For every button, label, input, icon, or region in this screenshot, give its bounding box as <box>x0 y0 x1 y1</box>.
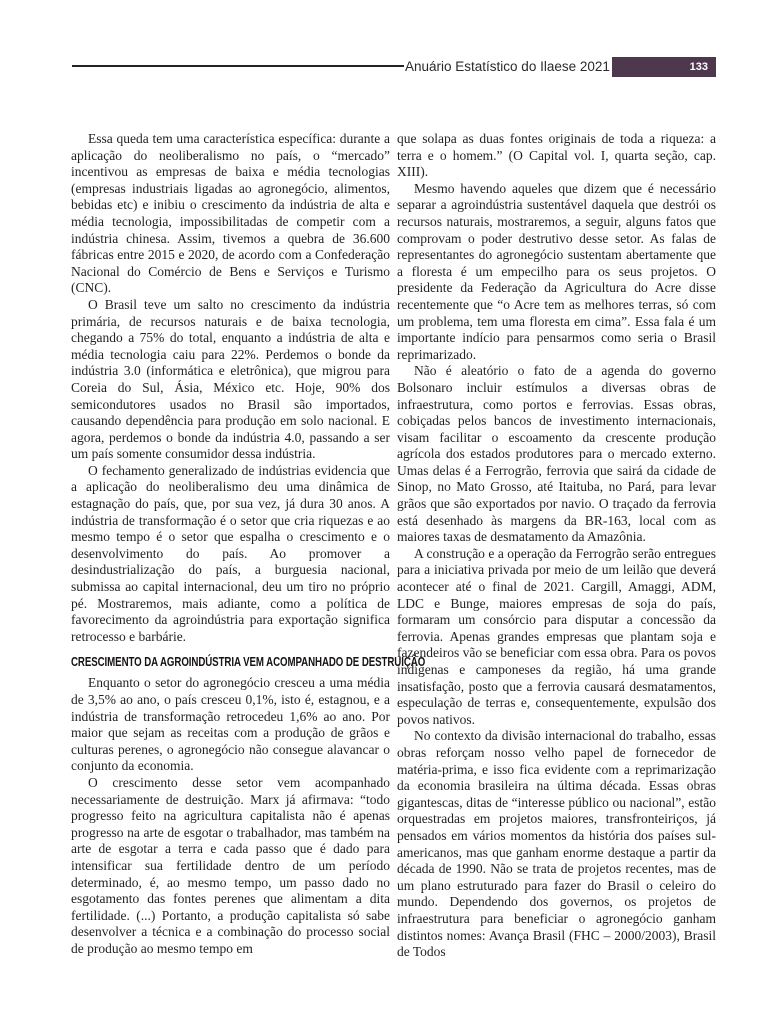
paragraph: O fechamento generalizado de indústrias evidencia que a aplicação do neoliberalismo deu uma dinâmica de estagnação do país, que, por sua vez, já dura 30 anos. A indústria de transformação é o setor que cria riquezas e ao mesmo tempo é o setor que espalha o crescimento e o desenvolvimento do país. Ao promover a desindustrialização do país, a burguesia nacional, submissa ao capital internacional, deu um tiro no próprio pé. Mostraremos, mais adiante, como a política de favorecimento da agroindústria para exportação significa retrocesso e barbárie. <box>71 462 390 644</box>
section-heading: CRESCIMENTO DA AGROINDÚSTRIA VEM ACOMPANHADO DE DESTRUIÇÃO <box>71 655 426 670</box>
paragraph: O crescimento desse setor vem acompanhado necessariamente de destruição. Marx já afirmava: “todo progresso feito na agricultura capitalista não é apenas progresso na arte de esgotar o trabalhador, mas também na arte de esgotar a terra e cada passo que é dado para intensificar sua fertilidade dentro de um período determinado, é, ao mesmo tempo, um passo dado no esgotamento das fontes perenes que alimentam a dita fertilidade. (...) Portanto, a produção capitalista só sabe desenvolver a técnica e a combinação do processo social de produção ao mesmo tempo em <box>71 774 390 956</box>
paragraph: A construção e a operação da Ferrogrão serão entregues para a iniciativa privada por meio de um leilão que deverá acontecer até o final de 2021. Cargill, Amaggi, ADM, LDC e Bunge, maiores empresas de soja do país, formaram um consórcio para disputar a concessão da ferrovia. Apenas grandes empresas que plantam soja e fazendeiros vão se beneficiar com essa obra. Para os povos indígenas e camponeses da região, há uma grande insatisfação, posto que a ferrovia causará desmatamentos, especulação de terras e, consequentemente, expulsão dos povos nativos. <box>397 545 716 727</box>
paragraph: Não é aleatório o fato de a agenda do governo Bolsonaro incluir estímulos a diversas obras de infraestrutura, como portos e ferrovias. Essas obras, cobiçadas pelos bancos de investimento internacionais, visam facilitar o escoamento da crescente produção agrícola dos estados produtores para o mercado externo. Umas delas é a Ferrogrão, ferrovia que sairá da cidade de Sinop, no Mato Grosso, até Itaituba, no Pará, para levar grãos que são exportados por navio. O traçado da ferrovia está desenhado às margens da BR-163, local com as maiores taxas de desmatamento da Amazônia. <box>397 363 716 545</box>
right-column <box>397 131 716 961</box>
paragraph: No contexto da divisão internacional do trabalho, essas obras reforçam nosso velho papel de fornecedor de matéria-prima, e isso fica evidente com a reprimarização da economia brasileira na última década. Essas obras gigantescas, ditas de “interesse público ou nacional”, estão orquestradas em projetos maiores, transfronteiriços, já pensados em vários momentos da história dos países sul-americanos, mas que ganham enorme destaque a partir da década de 1990. Não se trata de projetos recentes, mas de um plano estruturado para fazer do Brasil o celeiro do mundo. Dependendo dos governos, os projetos de infraestrutura para beneficiar o agronegócio ganham distintos nomes: Avança Brasil (FHC – 2000/2003), Brasil de Todos <box>397 728 716 960</box>
paragraph: Mesmo havendo aqueles que dizem que é necessário separar a agroindústria sustentável daquela que destrói os recursos naturais, mostraremos, a seguir, alguns fatos que comprovam o poder destrutivo desse setor. As falas de representantes do agronegócio sustentam abertamente que a floresta é um empecilho para os seus projetos. O presidente da Federação da Agricultura do Acre disse recentemente que “o Acre tem as melhores terras, só com um problema, tem uma floresta em cima”. Essa fala é um importante indício para pensarmos como seria o Brasil reprimarizado. <box>397 180 716 362</box>
paragraph: O Brasil teve um salto no crescimento da indústria primária, de recursos naturais e de baixa tecnologia, chegando a 75% do total, enquanto a indústria de alta e média tecnologia caiu para 22%. Perdemos o bonde da indústria 3.0 (informática e eletrônica), que migrou para Coreia do Sul, Ásia, México etc. Hoje, 90% dos semicondutores usados no Brasil são importados, causando dependência para produção em solo nacional. E agora, perdemos o bonde da indústria 4.0, passando a ser um país somente consumidor dessa indústria. <box>71 296 390 462</box>
left-column <box>71 131 426 958</box>
paragraph: que solapa as duas fontes originais de toda a riqueza: a terra e o homem.” (O Capital vol. I, quarta seção, cap. XIII). <box>397 131 716 180</box>
paragraph: Essa queda tem uma característica específica: durante a aplicação do neoliberalismo no país, o “mercado” incentivou as empresas de baixa e média tecnologias (empresas industriais ligadas ao agronegócio, alimentos, bebidas etc) e inibiu o crescimento da indústria de alta e média tecnologia, impossibilitadas de competir com a indústria chinesa. Assim, tivemos a quebra de 36.600 fábricas entre 2015 e 2020, de acordo com a Confederação Nacional do Comércio de Bens e Serviços e Turismo (CNC). <box>71 131 390 296</box>
paragraph: Enquanto o setor do agronegócio cresceu a uma média de 3,5% ao ano, o país cresceu 0,1%, isto é, estagnou, e a indústria de transformação retrocedeu 1,6% ao ano. Por maior que sejam as receitas com a produção de grãos e culturas perenes, o agronegócio não consegue alavancar o conjunto da economia. <box>71 675 390 774</box>
header-rule <box>72 65 404 67</box>
header-title: Anuário Estatístico do Ilaese 2021 <box>405 59 610 74</box>
page-number-badge: 133 <box>612 57 716 77</box>
